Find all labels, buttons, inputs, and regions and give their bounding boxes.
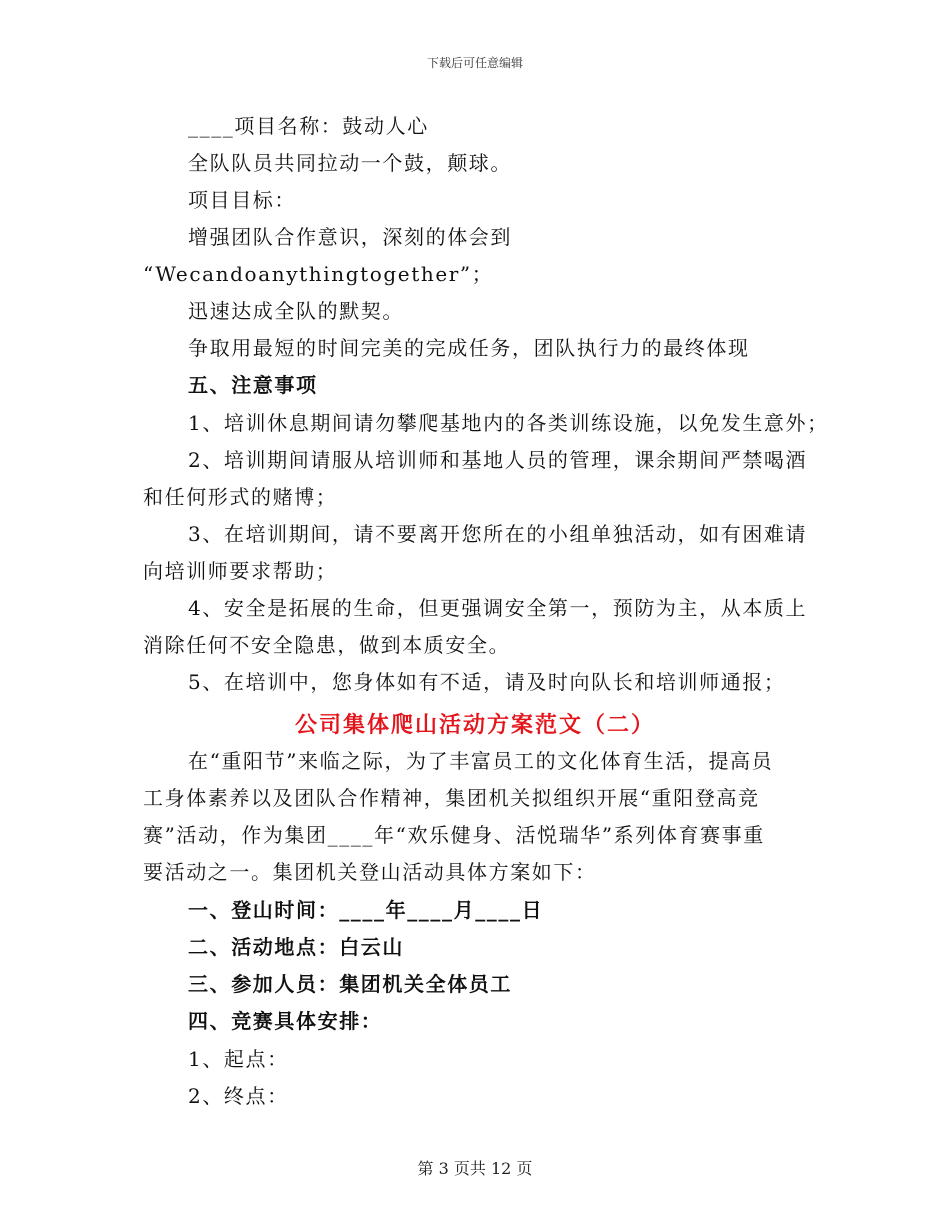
paragraph-line: 全队队员共同拉动一个鼓，颠球。 [188, 151, 512, 175]
list-item-end: 2、终点： [188, 1084, 289, 1108]
paragraph-line: 争取用最短的时间完美的完成任务，团队执行力的最终体现 [188, 336, 750, 360]
paragraph-line: 增强团队合作意识，深刻的体会到 [188, 225, 512, 249]
paragraph-line: 赛”活动，作为集团____年“欢乐健身、活悦瑞华”系列体育赛事重 [143, 823, 765, 847]
project-goal-label: 项目目标： [188, 188, 296, 212]
note-item: 1、培训休息期间请勿攀爬基地内的各类训练设施，以免发生意外； [188, 411, 829, 435]
note-item-continuation: 向培训师要求帮助； [143, 559, 338, 583]
paragraph-line: 工身体素养以及团队合作精神，集团机关拟组织开展“重阳登高竞 [143, 786, 760, 810]
section-heading-participants: 三、参加人员：集团机关全体员工 [188, 972, 512, 996]
page-header: 下载后可任意编辑 [426, 56, 523, 70]
project-name-line: ____项目名称：鼓动人心 [188, 114, 429, 138]
note-item-continuation: 和任何形式的赌博； [143, 485, 338, 509]
document-title: 公司集体爬山活动方案范文（二） [294, 712, 655, 738]
note-item: 3、在培训期间，请不要离开您所在的小组单独活动，如有困难请 [188, 522, 808, 546]
note-item: 5、在培训中，您身体如有不适，请及时向队长和培训师通报； [188, 670, 786, 694]
note-item: 4、安全是拓展的生命，但更强调安全第一，预防为主，从本质上 [188, 596, 808, 620]
page-footer: 第 3 页共 12 页 [417, 1159, 533, 1178]
section-heading-notes: 五、注意事项 [188, 373, 318, 397]
paragraph-line: 要活动之一。集团机关登山活动具体方案如下： [143, 860, 597, 884]
paragraph-line: 迅速达成全队的默契。 [188, 299, 404, 323]
list-item-start: 1、起点： [188, 1047, 289, 1071]
english-quote-line: “Wecandoanythingtogether”； [143, 262, 494, 286]
note-item: 2、培训期间请服从培训师和基地人员的管理，课余期间严禁喝酒 [188, 448, 808, 472]
note-item-continuation: 消除任何不安全隐患，做到本质安全。 [143, 633, 511, 657]
section-heading-time: 一、登山时间：____年____月____日 [188, 898, 544, 922]
section-heading-arrangement: 四、竞赛具体安排： [188, 1009, 383, 1033]
section-heading-location: 二、活动地点：白云山 [188, 935, 404, 959]
paragraph-line: 在“重阳节”来临之际，为了丰富员工的文化体育生活，提高员 [188, 749, 774, 773]
